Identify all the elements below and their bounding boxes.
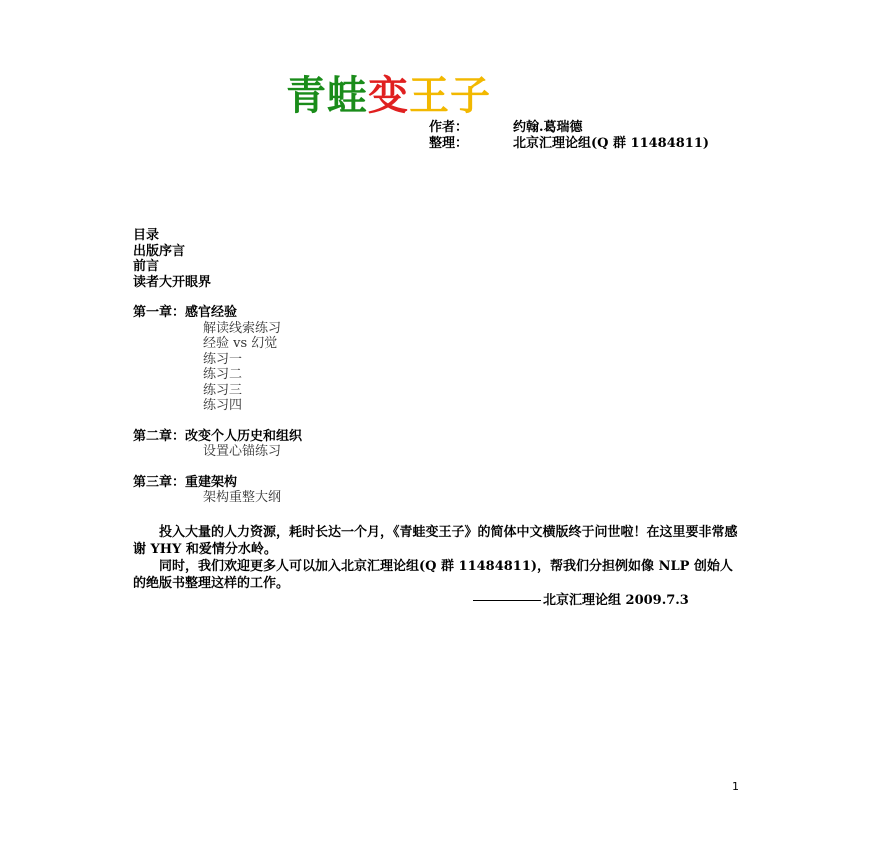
toc-chapter-title: 第二章：改变个人历史和组织 bbox=[133, 428, 303, 444]
body-paragraph: 同时，我们欢迎更多人可以加入北京汇理论组(Q 群 11484811)，帮我们分担例如像 NLP 创始人的绝版书整理这样的工作。 bbox=[133, 559, 733, 591]
signature-line bbox=[473, 589, 689, 608]
toc-heading: 目录 bbox=[133, 228, 160, 243]
page-number: 1 bbox=[732, 780, 739, 793]
author-row bbox=[429, 120, 583, 136]
toc-sub-item: 练习二 bbox=[203, 367, 243, 382]
toc-chapter-title: 第一章：感官经验 bbox=[133, 305, 238, 320]
editor-value: 北京汇理论组(Q 群 11484811) bbox=[513, 136, 710, 151]
title-part-green: 青蛙 bbox=[286, 73, 368, 119]
toc-chapter-title: 第三章：重建架构 bbox=[133, 474, 238, 490]
editor-row bbox=[429, 136, 709, 152]
toc-sub-item: 设置心锚练习 bbox=[203, 444, 282, 459]
toc-front-item: 出版序言 bbox=[133, 243, 186, 259]
title-part-yellow: 王子 bbox=[409, 73, 491, 119]
body-text bbox=[133, 524, 743, 592]
toc-sub-item: 练习一 bbox=[203, 351, 243, 367]
body-paragraph: 投入大量的人力资源，耗时长达一个月，《青蛙变王子》的简体中文横版终于问世啦！在这里要非常感谢 YHY 和爱情分水岭。 bbox=[133, 525, 738, 557]
signature-dash bbox=[473, 600, 541, 601]
toc-sub-item: 练习三 bbox=[203, 382, 243, 398]
author-value: 约翰.葛瑞德 bbox=[513, 120, 583, 135]
editor-label: 整理： bbox=[429, 136, 469, 151]
toc-sub-item: 解读线索练习 bbox=[203, 320, 282, 336]
toc-sub-item: 练习四 bbox=[203, 398, 243, 413]
title-part-red: 变 bbox=[368, 73, 409, 119]
document-title bbox=[286, 74, 491, 118]
table-of-contents bbox=[133, 228, 302, 506]
toc-sub-item: 架构重整大纲 bbox=[203, 490, 282, 505]
toc-front-item: 前言 bbox=[133, 259, 160, 274]
toc-sub-item: 经验 vs 幻觉 bbox=[203, 336, 278, 351]
signature-text: 北京汇理论组 2009.7.3 bbox=[543, 593, 689, 608]
toc-front-item: 读者大开眼界 bbox=[133, 274, 212, 290]
author-label: 作者： bbox=[429, 120, 469, 135]
